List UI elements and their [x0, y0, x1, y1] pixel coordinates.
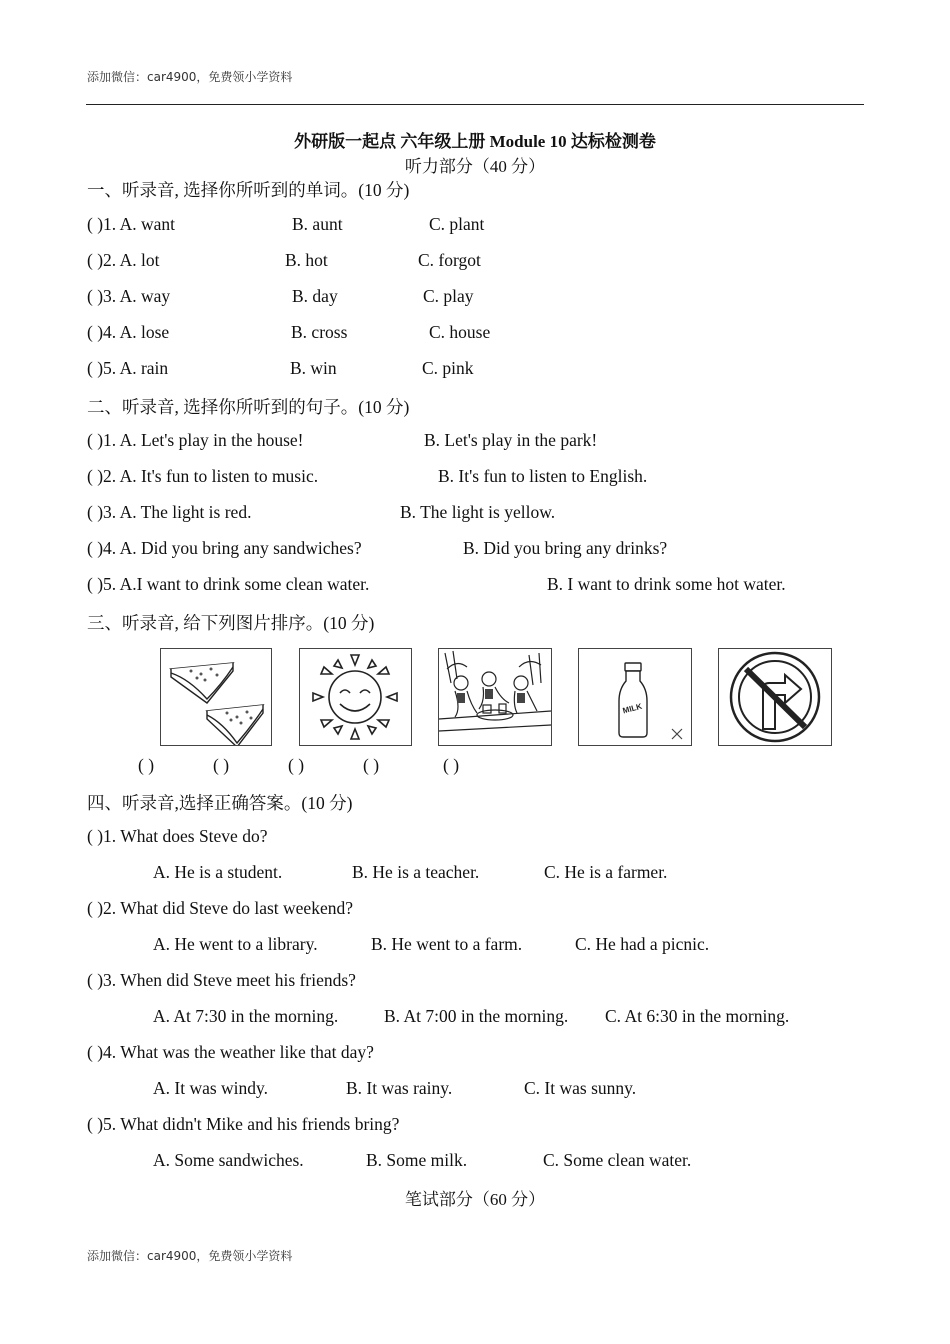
s2-q1-b: B. Let's play in the park!: [424, 430, 598, 450]
s1-q1-a: ( )1. A. want: [87, 214, 175, 234]
section3-heading: 三、听录音, 给下列图片排序。(10 分): [87, 613, 375, 633]
sandwiches-image: [160, 648, 272, 746]
s4-q2-b: B. He went to a farm.: [371, 934, 523, 954]
s2-q4-b: B. Did you bring any drinks?: [463, 538, 668, 558]
milk-bottle-image: [578, 648, 692, 746]
pic3-answer-blank[interactable]: ( ): [288, 755, 305, 775]
s4-q1-question: ( )1. What does Steve do?: [87, 826, 268, 846]
s2-q5-b: B. I want to drink some hot water.: [547, 574, 786, 594]
s4-q2-a: A. He went to a library.: [153, 934, 318, 954]
no-right-turn-sign-image: [718, 648, 832, 746]
sun-image: [299, 648, 412, 746]
no-right-turn-icon: [719, 649, 831, 745]
s2-q3-b: B. The light is yellow.: [400, 502, 556, 522]
sandwich-icon: [161, 649, 271, 745]
footer-note: 添加微信：car4900，免费领小学资料: [87, 1249, 293, 1263]
s4-q5-question: ( )5. What didn't Mike and his friends bring?: [87, 1114, 400, 1134]
section1-heading: 一、听录音, 选择你所听到的单词。(10 分): [87, 180, 410, 200]
s4-q2-question: ( )2. What did Steve do last weekend?: [87, 898, 353, 918]
s4-q5-c: C. Some clean water.: [543, 1150, 692, 1170]
s2-q2-b: B. It's fun to listen to English.: [438, 466, 648, 486]
milk-label: MILK: [621, 701, 643, 716]
pic4-answer-blank[interactable]: ( ): [363, 755, 380, 775]
s4-q4-question: ( )4. What was the weather like that day?: [87, 1042, 374, 1062]
s4-q3-question: ( )3. When did Steve meet his friends?: [87, 970, 356, 990]
picnic-image: [438, 648, 552, 746]
pic1-answer-blank[interactable]: ( ): [138, 755, 155, 775]
s2-q3-a: ( )3. A. The light is red.: [87, 502, 252, 522]
page-title: 外研版一起点 六年级上册 Module 10 达标检测卷: [294, 132, 656, 151]
s1-q2-c: C. forgot: [418, 250, 481, 270]
s1-q3-a: ( )3. A. way: [87, 286, 171, 306]
s1-q5-b: B. win: [290, 358, 337, 378]
s2-q5-a: ( )5. A.I want to drink some clean water.: [87, 574, 370, 594]
pic2-answer-blank[interactable]: ( ): [213, 755, 230, 775]
s2-q2-a: ( )2. A. It's fun to listen to music.: [87, 466, 319, 486]
s4-q3-b: B. At 7:00 in the morning.: [384, 1006, 569, 1026]
s1-q1-c: C. plant: [429, 214, 485, 234]
s1-q5-c: C. pink: [422, 358, 474, 378]
s4-q1-c: C. He is a farmer.: [544, 862, 668, 882]
s4-q1-b: B. He is a teacher.: [352, 862, 480, 882]
s4-q5-b: B. Some milk.: [366, 1150, 468, 1170]
sun-icon: [300, 649, 411, 745]
milk-bottle-icon: [579, 649, 691, 745]
s2-q4-a: ( )4. A. Did you bring any sandwiches?: [87, 538, 362, 558]
listening-subtitle: 听力部分（40 分）: [404, 157, 546, 176]
s1-q3-b: B. day: [292, 286, 338, 306]
picnic-icon: [439, 649, 551, 745]
s4-q3-a: A. At 7:30 in the morning.: [153, 1006, 339, 1026]
pic5-answer-blank[interactable]: ( ): [443, 755, 460, 775]
s1-q5-a: ( )5. A. rain: [87, 358, 169, 378]
s1-q2-a: ( )2. A. lot: [87, 250, 160, 270]
s1-q4-c: C. house: [429, 322, 491, 342]
s4-q1-a: A. He is a student.: [153, 862, 283, 882]
s1-q4-b: B. cross: [291, 322, 348, 342]
s4-q4-c: C. It was sunny.: [524, 1078, 637, 1098]
section2-heading: 二、听录音, 选择你所听到的句子。(10 分): [87, 397, 410, 417]
s1-q1-b: B. aunt: [292, 214, 343, 234]
s2-q1-a: ( )1. A. Let's play in the house!: [87, 430, 304, 450]
s4-q4-b: B. It was rainy.: [346, 1078, 453, 1098]
header-note: 添加微信：car4900，免费领小学资料: [87, 70, 293, 84]
s4-q4-a: A. It was windy.: [153, 1078, 269, 1098]
written-section-heading: 笔试部分（60 分）: [404, 1190, 546, 1209]
s1-q4-a: ( )4. A. lose: [87, 322, 170, 342]
header-divider: [86, 104, 864, 105]
s4-q3-c: C. At 6:30 in the morning.: [605, 1006, 790, 1026]
s4-q2-c: C. He had a picnic.: [575, 934, 710, 954]
section4-heading: 四、听录音,选择正确答案。(10 分): [87, 793, 353, 813]
s4-q5-a: A. Some sandwiches.: [153, 1150, 304, 1170]
s1-q2-b: B. hot: [285, 250, 328, 270]
s1-q3-c: C. play: [423, 286, 474, 306]
